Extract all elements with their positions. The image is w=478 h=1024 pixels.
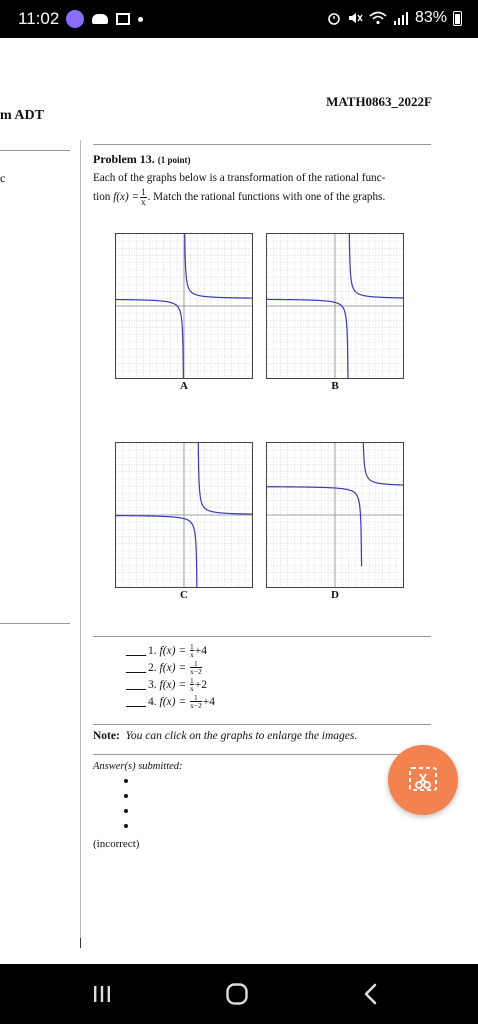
note: Note: You can click on the graphs to enlarge the images. <box>93 730 358 742</box>
battery-percent: 83% <box>414 9 447 26</box>
home-button[interactable] <box>222 981 252 1007</box>
assistant-icon <box>66 10 84 28</box>
curve-branch <box>198 443 252 514</box>
answer-blank-3[interactable] <box>126 680 146 690</box>
column-divider <box>80 140 81 940</box>
graph-a[interactable] <box>115 233 253 379</box>
graph-a-plot <box>116 234 252 378</box>
status-bar <box>0 0 478 38</box>
screen-capture-button[interactable] <box>388 745 458 815</box>
wifi-icon <box>369 11 387 25</box>
problem-points: (1 point) <box>157 155 191 165</box>
message-icon <box>116 13 130 25</box>
alarm-icon <box>327 11 341 25</box>
graph-c-plot <box>116 443 252 587</box>
left-divider <box>0 150 70 151</box>
answer-blank-1[interactable] <box>126 646 146 656</box>
left-divider-2 <box>0 623 70 624</box>
problem-divider-top <box>93 144 431 145</box>
answer-row-3: 3. f(x) = $\frac{1}{x}$ +2 <box>126 676 215 693</box>
answer-row-2: 2. f(x) = $\frac{1}{x-2}$ <box>126 659 215 676</box>
answer-blank-2[interactable] <box>126 663 146 673</box>
problem-text: Each of the graphs below is a transformation of the rational func- tion f(x) = $\frac{1}{x}$ . Match the rational functions with one of the graphs. <box>93 172 386 207</box>
answer-row-4: 4. f(x) = $\frac{1}{x-2}$ +4 <box>126 693 215 710</box>
dot-icon <box>138 17 143 22</box>
answers-submitted-label: Answer(s) submitted: <box>93 761 183 772</box>
battery-icon <box>453 11 462 26</box>
graph-d-label: D <box>331 589 339 601</box>
note-divider-bottom <box>93 754 431 755</box>
home-icon <box>225 982 249 1006</box>
graph-b[interactable] <box>266 233 404 379</box>
column-divider-tail <box>80 938 81 948</box>
note-divider-top <box>93 724 431 725</box>
recent-apps-icon <box>91 984 113 1004</box>
graph-c-label: C <box>180 589 188 601</box>
curve-branch <box>267 299 348 378</box>
answers-divider-top <box>93 636 431 637</box>
answer-row-1: 1. f(x) = $\frac{1}{x}$ +4 <box>126 642 215 659</box>
left-panel-fragment: c <box>0 171 6 185</box>
recent-apps-button[interactable] <box>87 981 117 1007</box>
course-code: MATH0863_2022F <box>326 94 432 109</box>
cloud-icon <box>92 14 108 24</box>
signal-icon <box>393 11 409 25</box>
answer-blank-4[interactable] <box>126 697 146 707</box>
answer-list <box>126 642 215 710</box>
graph-b-plot <box>267 234 403 378</box>
graph-b-label: B <box>331 380 339 392</box>
mute-icon <box>347 11 363 25</box>
back-button[interactable] <box>356 981 386 1007</box>
curve-branch <box>349 234 403 298</box>
graph-c[interactable] <box>115 442 253 588</box>
problem-fraction: $\frac{1}{x}$ <box>141 187 146 207</box>
submission-result: (incorrect) <box>93 838 140 850</box>
curve-branch <box>116 300 183 378</box>
curve-branch <box>267 487 362 566</box>
left-panel-title: m ADT <box>0 108 44 123</box>
scissors-capture-icon <box>407 764 439 796</box>
graph-a-label: A <box>180 380 188 392</box>
graph-d-plot <box>267 443 403 587</box>
navigation-bar <box>0 964 478 1024</box>
curve-branch <box>185 234 252 298</box>
submitted-bullets <box>124 779 128 839</box>
problem-title: Problem 13. (1 point) <box>93 152 191 166</box>
graph-d[interactable] <box>266 442 404 588</box>
status-time: 11:02 <box>18 9 60 28</box>
back-icon <box>361 982 381 1006</box>
